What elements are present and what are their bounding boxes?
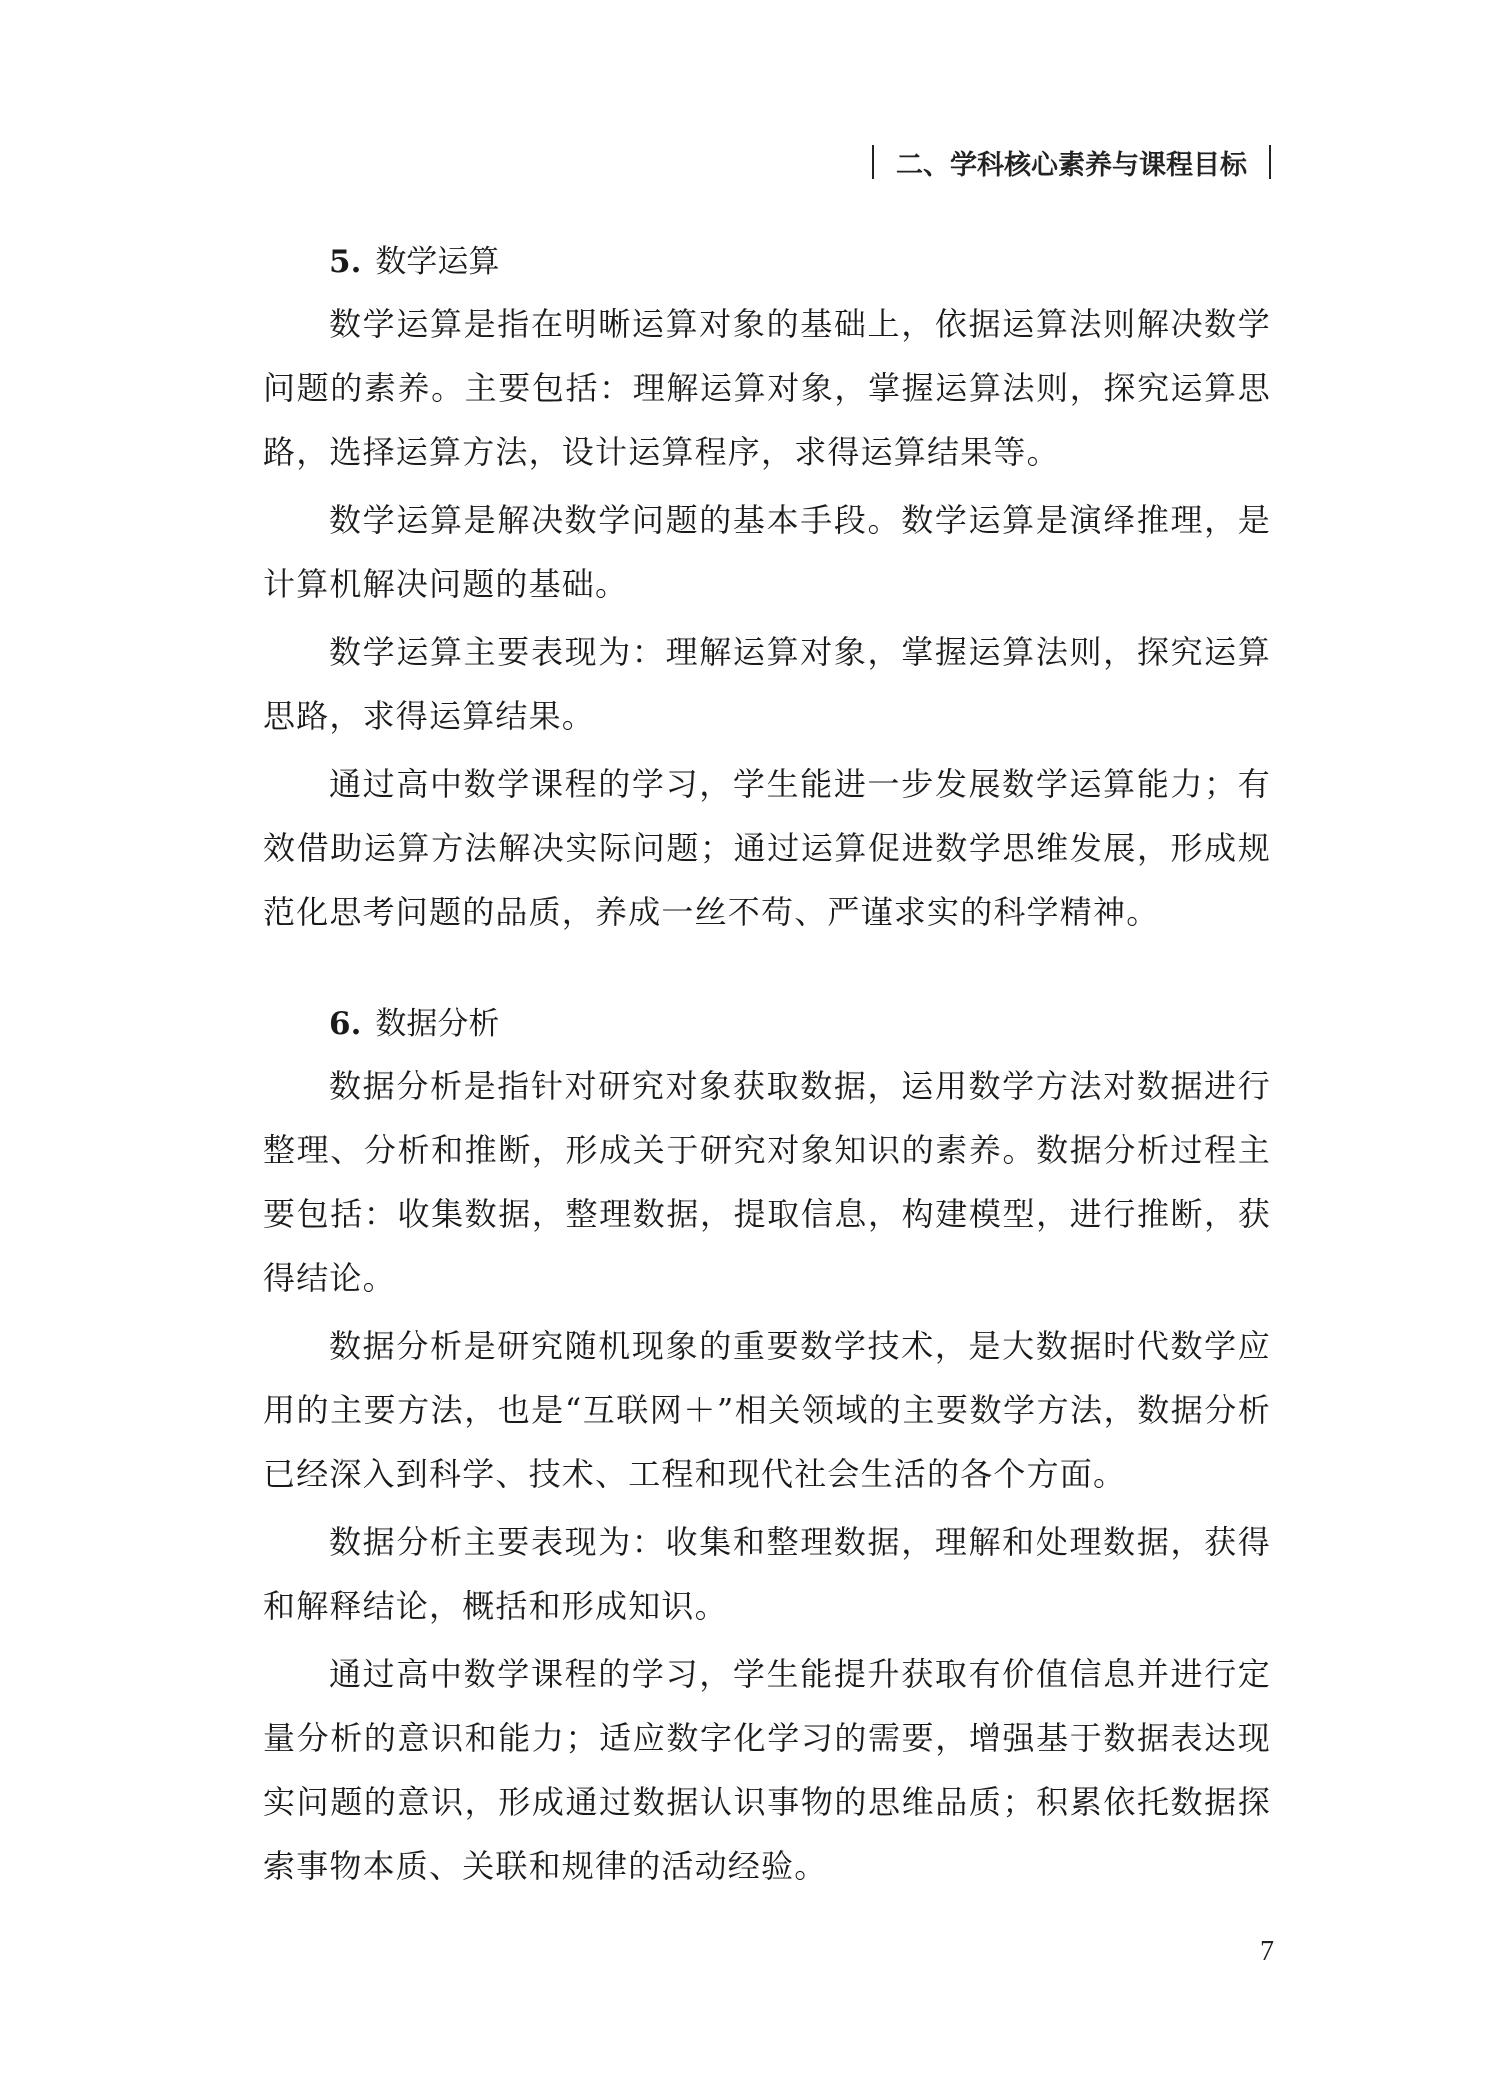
page-body	[263, 236, 1271, 1902]
paragraph: 数学运算主要表现为：理解运算对象，掌握运算法则，探究运算思路，求得运算结果。	[263, 633, 1271, 735]
paragraph: 数据分析主要表现为：收集和整理数据，理解和处理数据，获得和解释结论，概括和形成知识。	[263, 1523, 1271, 1625]
header-divider-left	[872, 145, 874, 179]
running-header	[872, 142, 1271, 182]
chapter-title: 二、学科核心素养与课程目标	[896, 149, 1247, 181]
section-number: 6.	[329, 1006, 362, 1042]
section-heading	[263, 998, 1271, 1050]
section-heading	[263, 236, 1271, 288]
section-title: 数据分析	[375, 1006, 500, 1042]
section-data-analysis	[263, 998, 1271, 1898]
paragraph: 数据分析是指针对研究对象获取数据，运用数学方法对数据进行整理、分析和推断，形成关于研究对象知识的素养。数据分析过程主要包括：收集数据，整理数据，提取信息，构建模型，进行推断，获得结论。	[263, 1067, 1271, 1297]
section-title: 数学运算	[375, 244, 500, 280]
section-number: 5.	[329, 244, 362, 280]
paragraph: 数据分析是研究随机现象的重要数学技术，是大数据时代数学应用的主要方法，也是“互联网＋”相关领域的主要数学方法，数据分析已经深入到科学、技术、工程和现代社会生活的各个方面。	[263, 1327, 1271, 1493]
paragraph: 通过高中数学课程的学习，学生能进一步发展数学运算能力；有效借助运算方法解决实际问题；通过运算促进数学思维发展，形成规范化思考问题的品质，养成一丝不苟、严谨求实的科学精神。	[263, 765, 1271, 931]
section-math-operation	[263, 236, 1271, 944]
paragraph: 通过高中数学课程的学习，学生能提升获取有价值信息并进行定量分析的意识和能力；适应数字化学习的需要，增强基于数据表达现实问题的意识，形成通过数据认识事物的思维品质；积累依托数据探索事物本质、关联和规律的活动经验。	[263, 1655, 1271, 1885]
paragraph: 数学运算是解决数学问题的基本手段。数学运算是演绎推理，是计算机解决问题的基础。	[263, 501, 1271, 603]
paragraph: 数学运算是指在明晰运算对象的基础上，依据运算法则解决数学问题的素养。主要包括：理解运算对象，掌握运算法则，探究运算思路，选择运算方法，设计运算程序，求得运算结果等。	[263, 305, 1271, 471]
header-divider-right	[1269, 145, 1271, 179]
page-number: 7	[1260, 1936, 1274, 1967]
